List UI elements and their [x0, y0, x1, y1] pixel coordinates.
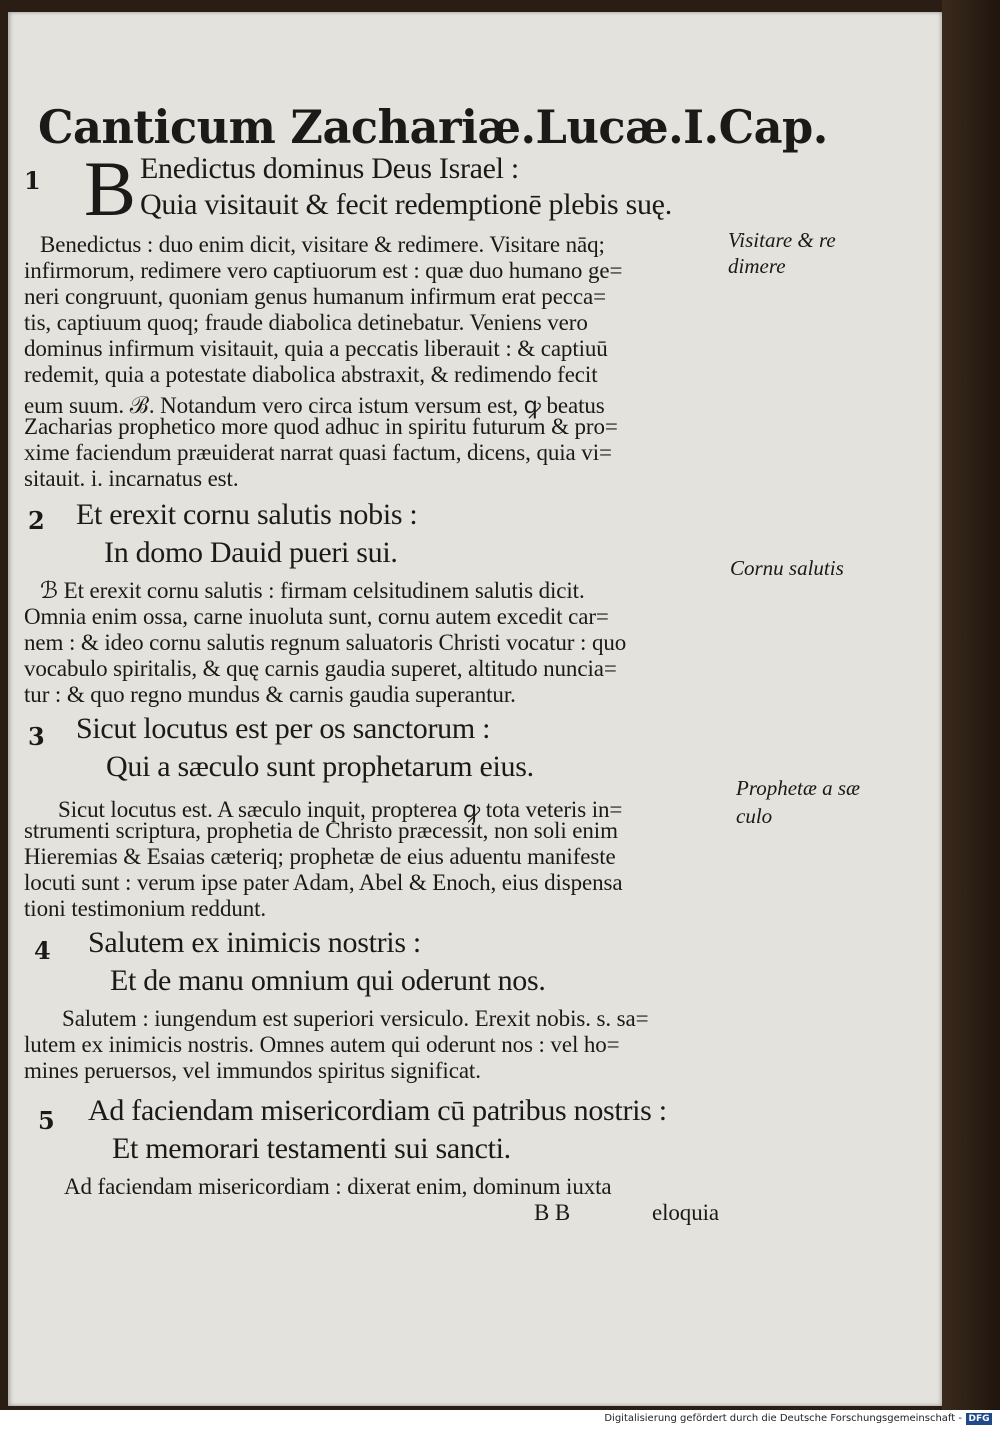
gloss-line: neri congruunt, quoniam genus humanum infirmum erat pecca= [24, 284, 607, 309]
verse-line: Salutem ex inimicis nostris : [88, 926, 421, 959]
verse-line: Quia visitauit & fecit redemptionē plebis suę. [140, 188, 672, 221]
gloss-line: redemit, quia a potestate diabolica abstraxit, & redimendo fecit [24, 362, 598, 387]
verse-line: Et de manu omnium qui oderunt nos. [110, 964, 546, 997]
gloss-line: dominus infirmum visitauit, quia a peccatis liberauit : & captiuū [24, 336, 608, 361]
margin-note: dimere [728, 254, 786, 278]
gloss-line: Hieremias & Esaias cæteriq; prophetæ de eius aduentu manifeste [24, 844, 616, 869]
page-title: Canticum Zachariæ.Lucæ.I.Cap. [38, 100, 828, 154]
gloss-line: infirmorum, redimere vero captiuorum est : quæ duo humano ge= [24, 258, 623, 283]
gloss-line: tioni testimonium reddunt. [24, 896, 267, 921]
verse-number: 3 [28, 722, 45, 751]
footer-credit: Digitalisierung gefördert durch die Deutsche Forschungsgemeinschaft - [604, 1413, 962, 1424]
verse-number: 4 [34, 936, 51, 965]
gloss-line: Zacharias prophetico more quod adhuc in spiritu futurum & pro= [24, 414, 618, 439]
gloss-line: nem : & ideo cornu salutis regnum saluatoris Christi vocatur : quo [24, 630, 627, 655]
book-page [8, 12, 942, 1406]
gloss-line: xime faciendum præuiderat narrat quasi factum, dicens, quia vi= [24, 440, 612, 465]
margin-note: Prophetæ a sæ [736, 776, 861, 800]
verse-number: 1 [24, 166, 41, 195]
gloss-line: Omnia enim ossa, carne inuoluta sunt, cornu autem excedit car= [24, 604, 609, 629]
verse-line: Qui a sæculo sunt prophetarum eius. [106, 750, 534, 783]
book-edge [942, 0, 1000, 1410]
gloss-line: tis, captiuum quoq; fraude diabolica detinebatur. Veniens vero [24, 310, 588, 335]
verse-number: 5 [38, 1106, 55, 1135]
gloss-line: Benedictus : duo enim dicit, visitare & redimere. Visitare nāq; [40, 232, 605, 257]
verse-line: Sicut locutus est per os sanctorum : [76, 712, 491, 745]
drop-cap: B [84, 145, 137, 232]
verse-line: Et memorari testamenti sui sancti. [112, 1132, 511, 1165]
gloss-line: Sicut locutus est. A sæculo inquit, propterea ꝙ tota veteris in= [58, 797, 623, 822]
verse-line: Ad faciendam misericordiam cū patribus nostris : [88, 1094, 667, 1127]
margin-note: culo [736, 804, 773, 828]
gloss-line: sitauit. i. incarnatus est. [24, 466, 239, 491]
verse-line: In domo Dauid pueri sui. [104, 536, 398, 569]
verse-number: 2 [28, 506, 45, 535]
footer-bar [0, 1410, 1000, 1429]
gloss-line: lutem ex inimicis nostris. Omnes autem qui oderunt nos : vel ho= [24, 1032, 620, 1057]
verse-line: Enedictus dominus Deus Israel : [140, 152, 519, 185]
gloss-line: vocabulo spiritalis, & quę carnis gaudia superet, altitudo nuncia= [24, 656, 617, 681]
gloss-line: tur : & quo regno mundus & carnis gaudia superantur. [24, 682, 516, 707]
gloss-line: eum suum. ℬ. Notandum vero circa istum versum est, ꝙ beatus [24, 393, 605, 418]
gloss-line: locuti sunt : verum ipse pater Adam, Abel & Enoch, eius dispensa [24, 870, 623, 895]
signature-mark: B B [534, 1200, 571, 1225]
margin-note: Cornu salutis [730, 556, 844, 580]
catchword: eloquia [652, 1200, 719, 1225]
dfg-logo: DFG [966, 1413, 992, 1425]
gloss-line: mines peruersos, vel immundos spiritus significat. [24, 1058, 481, 1083]
gloss-line: Salutem : iungendum est superiori versiculo. Erexit nobis. s. sa= [62, 1006, 649, 1031]
gloss-line: Ad faciendam misericordiam : dixerat enim, dominum iuxta [64, 1174, 612, 1199]
verse-line: Et erexit cornu salutis nobis : [76, 498, 418, 531]
gloss-line: ℬ Et erexit cornu salutis : firmam celsitudinem salutis dicit. [40, 578, 585, 603]
margin-note: Visitare & re [728, 228, 836, 252]
gloss-line: strumenti scriptura, prophetia de Christo præcessit, non soli enim [24, 818, 618, 843]
